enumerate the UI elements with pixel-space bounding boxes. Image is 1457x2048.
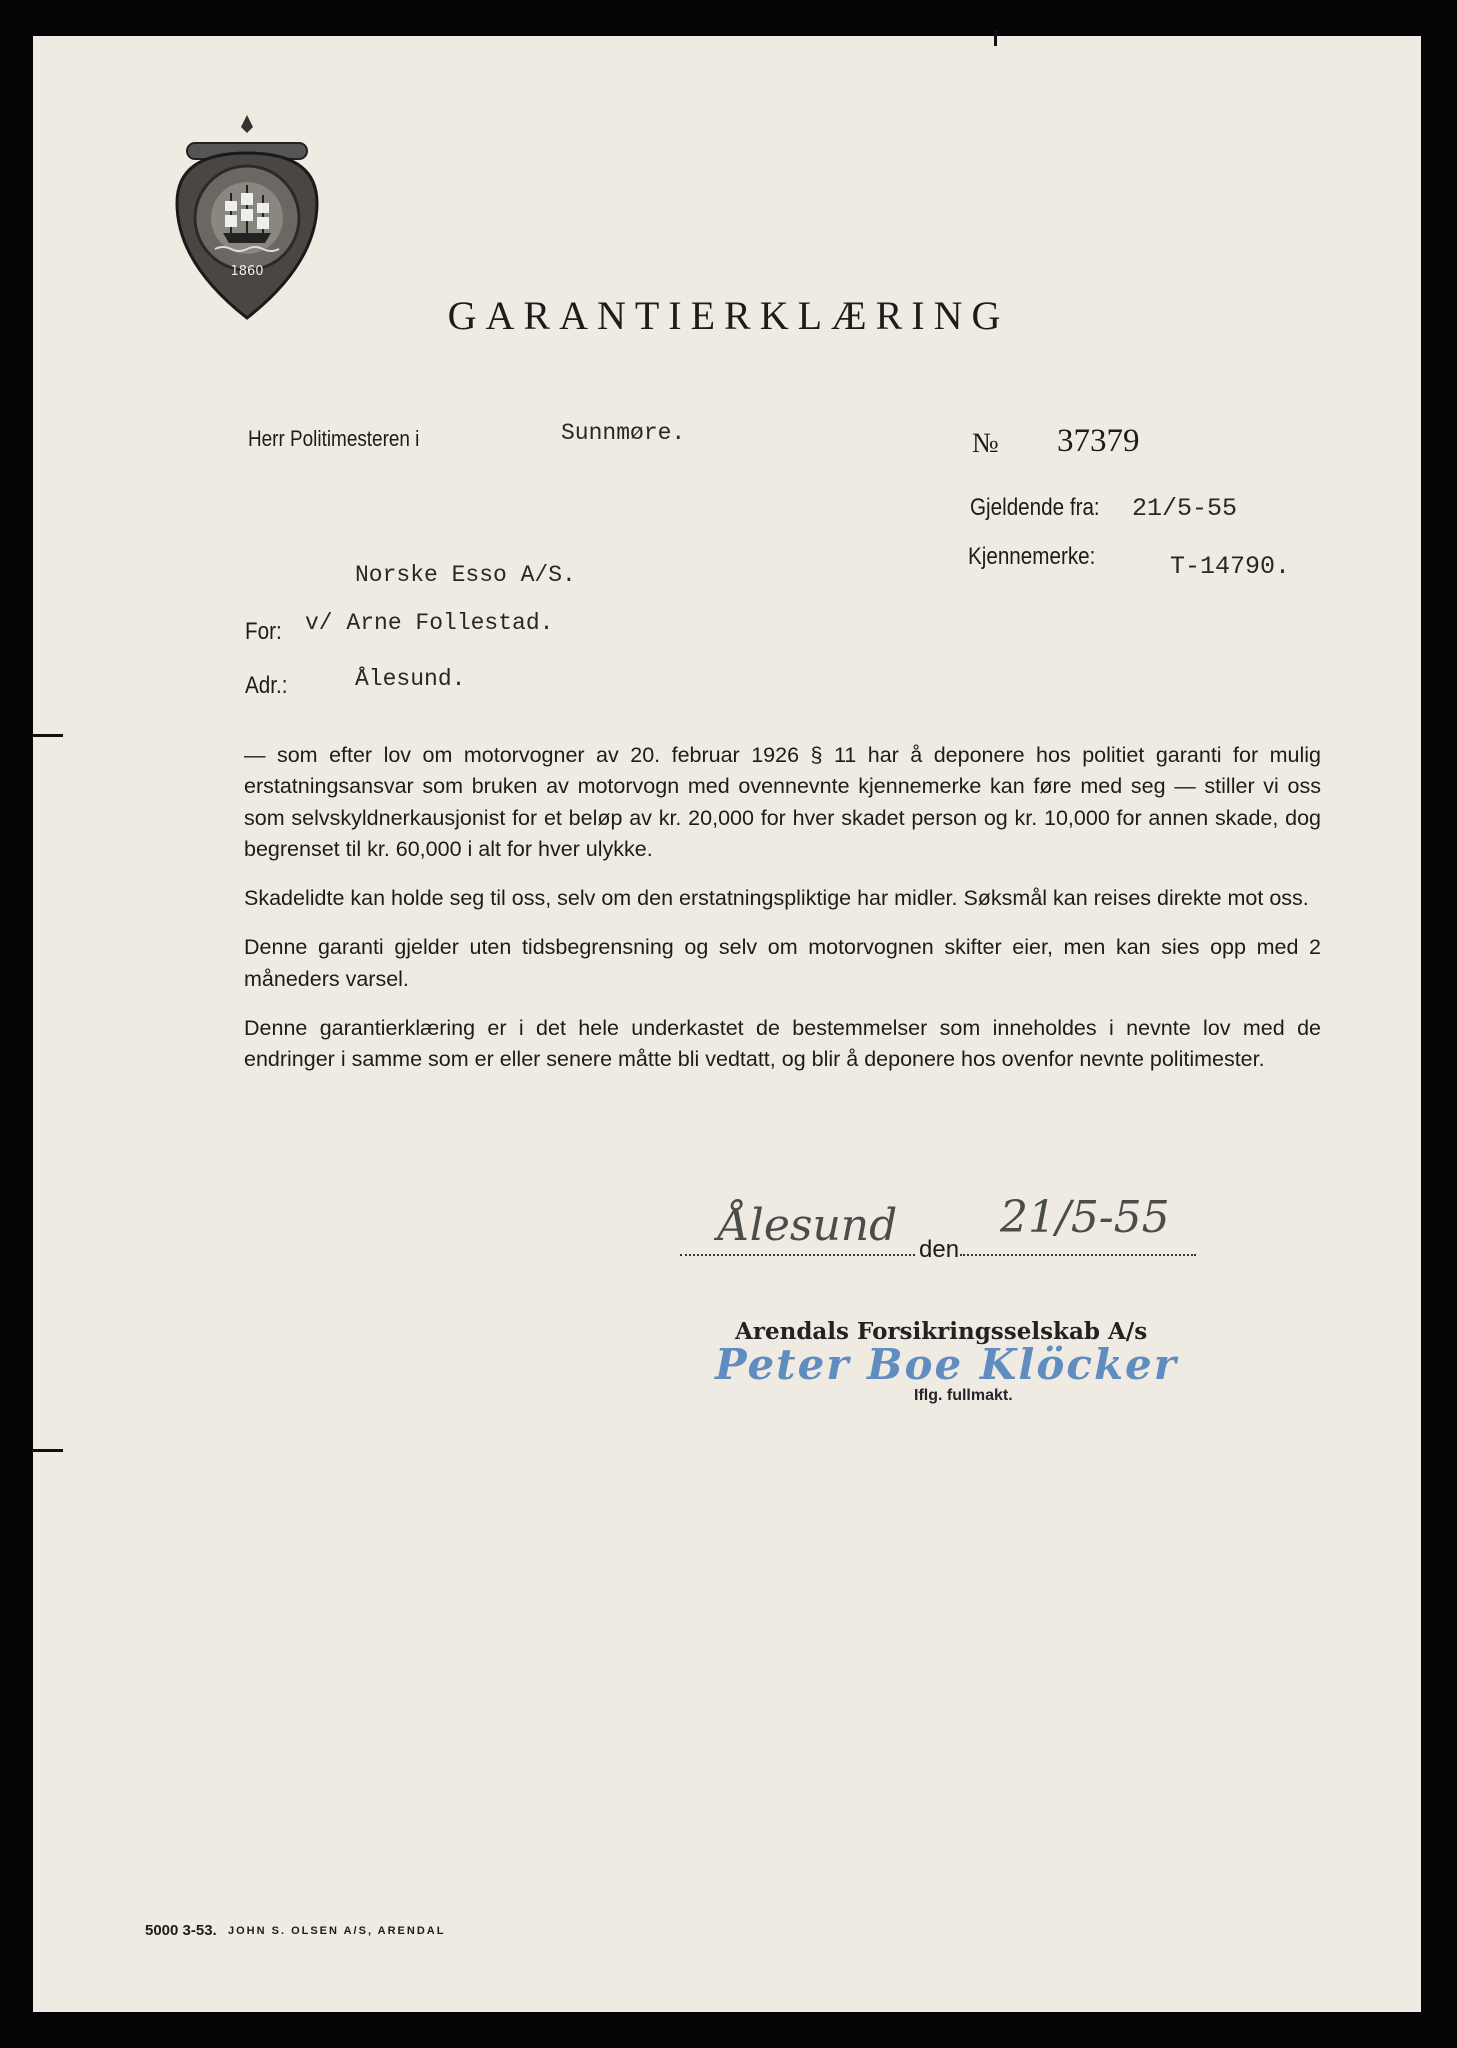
recipient-value: Sunnmøre. [561,420,686,446]
company-stamp: Arendals Forsikringsselskab A/s [735,1318,1148,1345]
fold-mark-top [994,30,997,46]
den-label: den [919,1236,960,1263]
company-name: Norske Esso A/S. [355,562,576,588]
registration-label: Kjennemerke: [968,543,1096,570]
place-dotted-line [680,1254,915,1256]
date-dotted-line [960,1254,1196,1256]
registration-value: T-14790. [1170,552,1291,581]
paragraph-3: Denne garanti gjelder uten tidsbegrensning og selv om motorvognen skifter eier, men kan sies opp med 2 måneders varsel. [244,935,1321,991]
valid-from-label: Gjeldende fra: [970,494,1100,521]
footer-printer: JOHN S. OLSEN A/S, ARENDAL [228,1925,446,1937]
for-label: For: [245,618,282,645]
number-label: № [972,428,999,459]
address-value: Ålesund. [355,666,466,692]
handwritten-place: Ålesund [718,1200,898,1251]
footer-print-code: 5000 3-53. [145,1922,217,1939]
paragraph-2: Skadelidte kan holde seg til oss, selv om den erstatningspliktige har midler. Søksmål kan reises direkte mot oss. [244,886,1309,911]
for-value: v/ Arne Follestad. [305,610,554,636]
guarantee-text [244,740,1321,1094]
valid-from-value: 21/5-55 [1132,494,1238,523]
handwritten-date: 21/5-55 [1000,1192,1170,1243]
address-label: Adr.: [245,672,288,699]
fold-mark-left-2 [33,1449,63,1452]
number-value: 37379 [1057,423,1140,459]
recipient-label: Herr Politimesteren i [248,426,420,451]
signature: Peter Boe Klöcker [715,1340,1178,1389]
paragraph-1: — som efter lov om motorvogner av 20. februar 1926 § 11 har å deponere hos politiet garanti for mulig erstatningsansvar som bruken av motorvogn med ovennevnte kjennemerke kan føre med seg — stiller vi oss som selvskyldnerkausjonist for et beløp av kr. 20,000 for hver skadet person og kr. 10,000 for annen skade, dog begrenset til kr. 60,000 i alt for hver ulykke. [244,743,1321,861]
authority-stamp: Iflg. fullmakt. [914,1387,1013,1404]
document-title: GARANTIERKLÆRING [447,293,1010,338]
fold-mark-left-1 [33,734,63,737]
logo-year: 1860 [230,264,264,279]
paragraph-4: Denne garantierklæring er i det hele underkastet de bestemmelser som inneholdes i nevnte lov med de endringer i samme som er eller senere måtte bli vedtatt, og blir å deponere hos ovenfor nevnte politimester. [244,1016,1321,1072]
